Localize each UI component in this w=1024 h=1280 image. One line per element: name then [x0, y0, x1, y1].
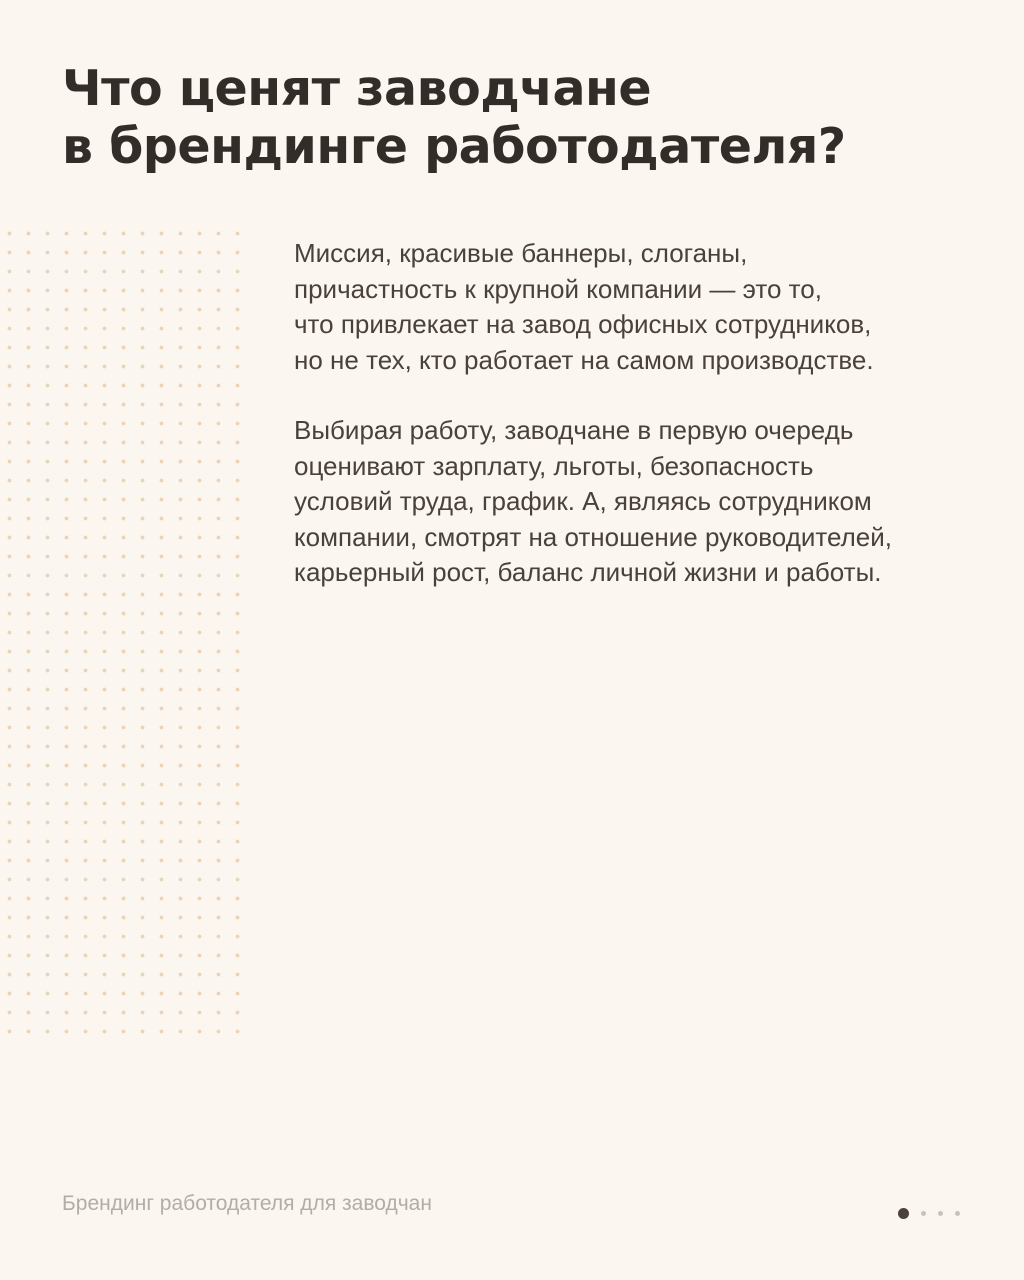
page-dot-1[interactable] — [898, 1208, 909, 1219]
paragraph-line: компании, смотрят на отношение руководителей, — [294, 521, 892, 552]
paragraph-line: оценивают зарплату, льготы, безопасность — [294, 450, 814, 481]
paragraph-line: карьерный рост, баланс личной жизни и работы. — [294, 557, 882, 587]
title-line-2: в брендинге работодателя? — [62, 118, 846, 175]
title-line-1: Что ценят заводчане — [62, 60, 652, 117]
paragraph-2 — [294, 413, 994, 591]
page-dot-4[interactable] — [955, 1211, 960, 1216]
dot-pattern-decoration — [0, 224, 246, 1044]
paragraph-1 — [294, 236, 994, 378]
slide-title — [62, 60, 962, 176]
page-dot-2[interactable] — [921, 1211, 926, 1216]
paragraph-line: но не тех, кто работает на самом производстве. — [294, 344, 874, 375]
paragraph-line: Выбирая работу, заводчане в первую очередь — [294, 415, 854, 445]
page-dot-3[interactable] — [938, 1211, 943, 1216]
paragraph-line: причастность к крупной компании — это то, — [294, 273, 822, 304]
pagination-dots[interactable] — [898, 1206, 960, 1220]
paragraph-line: условий труда, график. А, являясь сотрудником — [294, 486, 872, 516]
footer-caption: Брендинг работодателя для заводчан — [62, 1192, 432, 1215]
paragraph-line: что привлекает на завод офисных сотрудников, — [294, 309, 872, 339]
body-text — [294, 236, 994, 626]
paragraph-line: Миссия, красивые баннеры, слоганы, — [294, 238, 748, 268]
